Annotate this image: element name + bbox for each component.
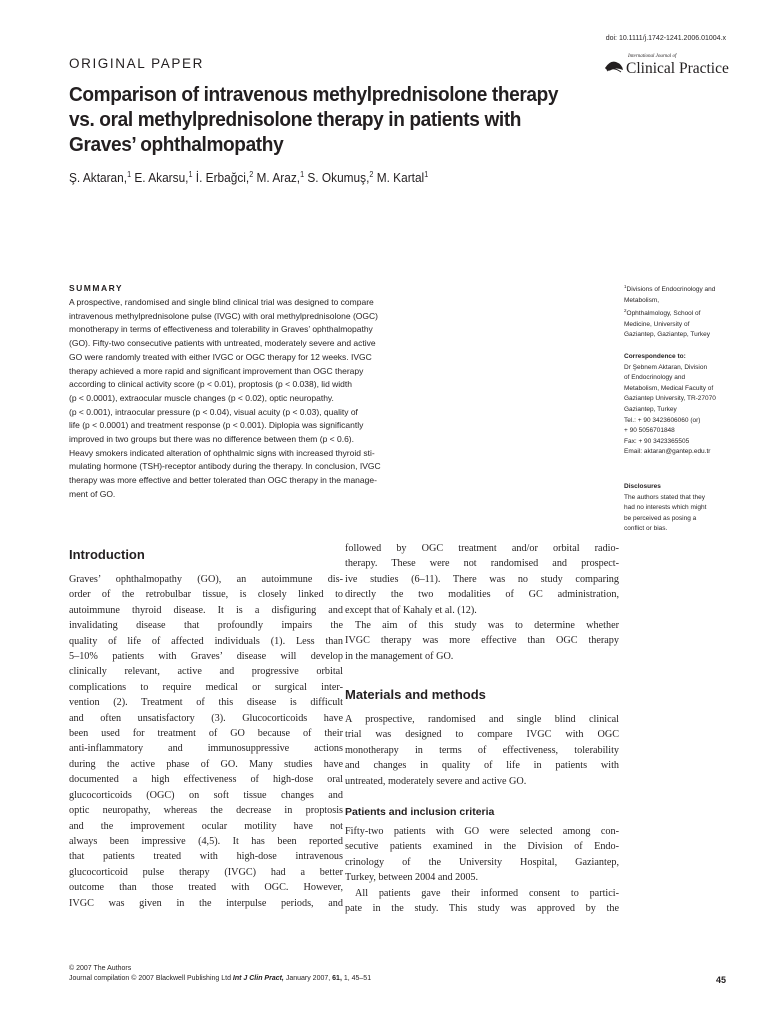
author: S. Okumuş, [307, 170, 370, 185]
body-line: and changes in quality of life in patients with [345, 760, 619, 772]
body-line: All patients gave their informed consent to partici- [355, 887, 619, 899]
body-line: glucocorticoids (OGC) on soft tissue changes and [69, 789, 343, 801]
correspondence-email[interactable]: Email: aktaran@gantep.edu.tr [624, 448, 711, 456]
introduction-body [69, 572, 343, 911]
disclosures-line: The authors stated that they [624, 493, 705, 501]
summary-line: according to clinical activity score (p < 0.01), proptosis (p < 0.038), lid width [69, 379, 352, 390]
body-line: autoimmune thyroid disease. It is a disfiguring and [69, 604, 343, 616]
summary-line: A prospective, randomised and single blind clinical trial was designed to compare [69, 297, 374, 307]
affiliation-marker: 1 [624, 284, 627, 289]
author: M. Kartal [376, 170, 425, 185]
body-line: IVGC was given in the interpulse periods, and [69, 897, 343, 909]
body-line: complications to require medical or surgical inter- [69, 681, 343, 693]
body-line: pate in the study. This study was approved by the [345, 903, 619, 915]
summary-line: improved in two groups but there was no difference between them (p < 0.6). [69, 434, 354, 445]
correspondence-line: Gaziantep, Turkey [624, 405, 677, 413]
summary-line: ment of GO. [69, 488, 116, 499]
citation-text: January 2007, [283, 975, 333, 982]
disclosures-heading: Disclosures [624, 483, 661, 490]
body-line: A prospective, randomised and single blind clinical [345, 714, 619, 725]
body-line: followed by OGC treatment and/or orbital radio- [345, 543, 619, 554]
correspondence [624, 352, 734, 458]
citation-journal: Int J Clin Pract, [232, 975, 284, 982]
author: M. Araz, [256, 170, 301, 185]
author: Ş. Aktaran, [69, 170, 128, 185]
author-affiliation: 2 [369, 170, 374, 179]
affiliation-line [624, 306, 734, 320]
summary-line: GO were randomly treated with either IVGC or OGC therapy for 12 weeks. IVGC [69, 351, 372, 362]
journal-logo-name: Clinical Practice [626, 60, 729, 77]
affiliation-line: Metabolism, [624, 296, 660, 304]
doi: doi: 10.1111/j.1742-1241.2006.01004.x [605, 35, 726, 42]
body-line: during the active phase of GO. Many studies have [69, 758, 343, 770]
body-line: quality of life of affected individuals (1). Less than [69, 635, 343, 647]
body-line: optic neuropathy, whereas the decrease in proptosis [69, 805, 343, 817]
paper-title: Comparison of intravenous methylprednisolone therapy vs. oral methylprednisolone therapy in patients with Graves’ ophthalmopathy [69, 83, 559, 156]
disclosures [624, 482, 734, 535]
author: E. Akarsu, [134, 170, 189, 185]
body-line: directly the two modalities of GC administration, [345, 589, 619, 601]
body-line: ive studies (6–11). There was no study comparing [345, 573, 619, 585]
patients-body [345, 824, 619, 916]
body-line: glucocorticoid pulse therapy (IVGC) had a better [69, 866, 343, 878]
correspondence-phone: Tel.: + 90 3423606060 (or) [624, 416, 701, 424]
body-line: outcome than those treated with OGC. However, [69, 882, 343, 894]
body-line: except that of Kahaly et al. (12). [345, 604, 477, 616]
body-line: been used for treatment of GO because of their [69, 728, 343, 740]
body-line: The aim of this study was to determine whether [355, 620, 619, 632]
correspondence-heading: Correspondence to: [624, 353, 686, 360]
disclosures-line: be perceived as posing a [624, 514, 697, 522]
author-list [69, 170, 428, 185]
journal-logo-small: International Journal of [628, 54, 677, 59]
summary-line: (GO). Fifty-two consecutive patients with untreated, moderately severe and active [69, 338, 376, 349]
body-line: crinology of the University Hospital, Gaziantep, [345, 856, 619, 868]
body-line: anti-inflammatory and immunosuppressive actions [69, 743, 343, 755]
correspondence-fax: Fax: + 90 3423365505 [624, 437, 690, 445]
body-line: that patients treated with high-dose intravenous [69, 851, 343, 863]
methods-body [345, 712, 619, 789]
section-label: ORIGINAL PAPER [69, 56, 204, 71]
body-line: IVGC therapy was more effective than OGC therapy [345, 635, 619, 647]
citation-text: Journal compilation © 2007 Blackwell Publishing Ltd [69, 975, 233, 982]
body-line: monotherapy in terms of effectiveness, tolerability [345, 744, 619, 756]
body-line: vention (2). Treatment of this disease is difficult [69, 697, 343, 709]
summary-line: (p < 0.0001), extraocular muscle changes (p < 0.02), optic neuropathy. [69, 392, 334, 403]
author-affiliation: 1 [188, 170, 193, 179]
body-line: in the management of GO. [345, 650, 454, 662]
summary-line: therapy was more effective and better tolerated than OGC therapy in the manage- [69, 475, 377, 486]
correspondence-phone: + 90 5056701848 [624, 427, 675, 435]
body-line: Turkey, between 2004 and 2005. [345, 872, 479, 884]
author-affiliation: 2 [249, 170, 254, 179]
affiliation-marker: 2 [624, 308, 627, 314]
body-line: clinically relevant, active and progressive orbital [69, 666, 343, 678]
body-line: therapy. These were not randomised and prospect- [345, 558, 619, 570]
summary-line: therapy achieved a more rapid and significant improvement than OGC therapy [69, 365, 364, 376]
body-line: 5–10% patients with Graves’ disease will develop [69, 651, 343, 663]
summary-line: life (p < 0.0001) and treatment response (p < 0.001). Diplopia was significantly [69, 420, 364, 431]
correspondence-line: of Endocrinology and [624, 374, 686, 382]
correspondence-line: Dr Şebnem Aktaran, Division [624, 363, 708, 371]
summary-line: Heavy smokers indicated alteration of ophthalmic signs with increased thyroid sti- [69, 447, 375, 458]
body-line: secutive patients examined in the Division of Endo- [345, 841, 619, 853]
citation-text: 1, 45–51 [341, 975, 372, 982]
body-line: order of the retrobulbar tissue, is closely linked to [69, 589, 343, 601]
summary-line: (p < 0.001), intraocular pressure (p < 0.04), visual acuity (p < 0.03), quality of [69, 406, 358, 417]
affiliation-line: Medicine, University of [624, 320, 690, 328]
correspondence-line: Metabolism, Medical Faculty of [624, 384, 714, 392]
introduction-continued [345, 541, 619, 664]
methods-heading: Materials and methods [345, 687, 486, 702]
summary-text [69, 296, 403, 502]
summary-line: intravenous methylprednisolone pulse (IVGC) with oral methylprednisolone (OGC) [69, 310, 378, 321]
body-line: Graves’ ophthalmopathy (GO), an autoimmune dis- [69, 574, 343, 585]
author-affiliation: 1 [424, 170, 429, 179]
disclosures-line: had no interests which might [624, 504, 707, 512]
patients-heading: Patients and inclusion criteria [345, 806, 495, 818]
body-line: always been impressive (4,5). It has been reported [69, 835, 343, 847]
journal-logo [604, 52, 728, 82]
body-line: trial was designed to compare IVGC with OGC [345, 729, 619, 741]
author-affiliation: 1 [300, 170, 305, 179]
disclosures-line: conflict or bias. [624, 525, 668, 533]
copyright-line: © 2007 The Authors [69, 965, 132, 972]
journal-logo-icon [604, 58, 624, 74]
affiliation-line [624, 282, 734, 296]
page-number: 45 [715, 975, 726, 985]
summary-heading: SUMMARY [69, 283, 124, 293]
affiliation-text: Divisions of Endocrinology and [626, 286, 716, 293]
summary-line: monotherapy in terms of effectiveness and tolerability in Graves’ ophthalmopathy [69, 324, 373, 335]
summary-line: mulating hormone (TSH)-receptor antibody during the therapy. In conclusion, IVGC [69, 461, 381, 472]
citation-volume: 61, [332, 975, 342, 982]
body-line: and the improvement ocular motility have not [69, 820, 343, 832]
body-line: invalidating disease that profoundly impairs the [69, 620, 343, 632]
body-line: untreated, moderately severe and active GO. [345, 775, 527, 787]
affiliation-line: Gaziantep, Gaziantep, Turkey [624, 331, 710, 339]
body-line: and often unsatisfactory (3). Glucocorticoids have [69, 712, 343, 724]
correspondence-line: Gaziantep University, TR-27070 [624, 395, 716, 403]
introduction-heading: Introduction [69, 547, 145, 562]
footer [69, 964, 371, 984]
body-line: Fifty-two patients with GO were selected among con- [345, 826, 619, 837]
author: İ. Erbağci, [195, 170, 250, 185]
author-affiliation: 1 [127, 170, 132, 179]
body-line: documented a high effectiveness of high-dose oral [69, 774, 343, 786]
affiliation-text: Ophthalmology, School of [626, 310, 701, 318]
citation-line [69, 974, 371, 984]
affiliations [624, 282, 734, 341]
